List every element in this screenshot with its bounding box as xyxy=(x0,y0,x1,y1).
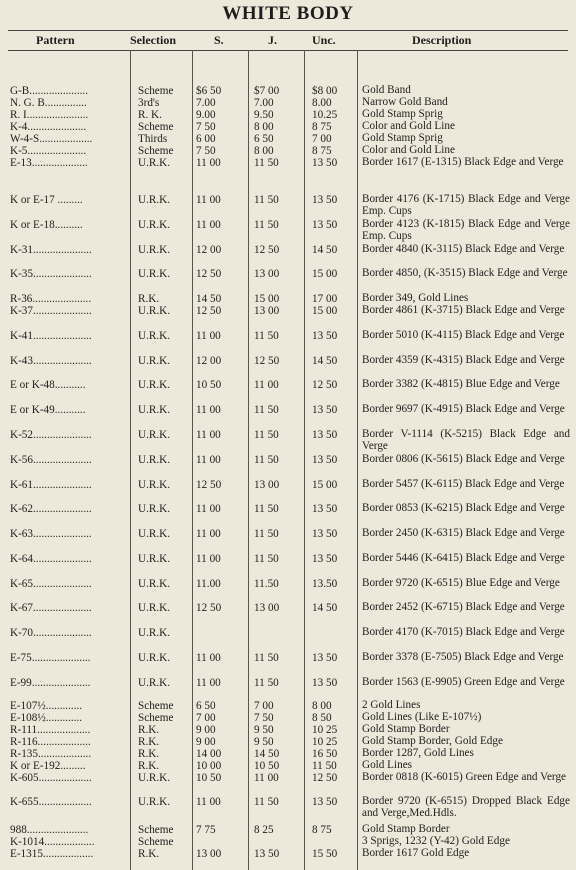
row-price-unc: 13 50 xyxy=(312,796,338,808)
row-pattern: R-116................... xyxy=(10,737,91,748)
row-description: 2 Gold Lines xyxy=(362,699,421,711)
row-selection: U.R.K. xyxy=(138,652,171,664)
row-pattern: K-35..................... xyxy=(10,269,92,280)
row-description: Gold Stamp Border xyxy=(362,723,450,735)
page-title: WHITE BODY xyxy=(222,3,354,24)
row-selection: Scheme xyxy=(138,712,174,724)
row-pattern: K-64..................... xyxy=(10,554,92,565)
row-price-j: 11 50 xyxy=(254,652,279,664)
row-selection: U.R.K. xyxy=(138,379,171,391)
header-bottom-rule xyxy=(8,50,568,51)
row-description: Border 4176 (K-1715) Black Edge and Verge Emp. Cups xyxy=(362,193,570,217)
row-price-unc: 13 50 xyxy=(312,652,338,664)
row-description: Gold Stamp Sprig xyxy=(362,108,443,120)
column-divider xyxy=(304,50,305,870)
row-price-j: 13 50 xyxy=(254,848,280,860)
row-price-unc: 10 25 xyxy=(312,736,338,748)
row-selection: Scheme xyxy=(138,700,174,712)
row-price-j: 11 50 xyxy=(254,429,279,441)
row-description: Gold Band xyxy=(362,84,411,96)
row-price-unc: 12 50 xyxy=(312,772,338,784)
row-price-j: 11 50 xyxy=(254,404,279,416)
row-price-s: 9.00 xyxy=(196,109,216,121)
row-pattern: K-605................... xyxy=(10,773,92,784)
row-description: Border 9720 (K-6515) Dropped Black Edge and Verge,Med.Hdls. xyxy=(362,795,570,819)
row-price-s: 14 00 xyxy=(196,748,222,760)
row-selection: R.K. xyxy=(138,748,160,760)
row-description: Border 1617 (E-1315) Black Edge and Verge xyxy=(362,156,564,168)
header-s: S. xyxy=(214,33,224,47)
row-selection: U.R.K. xyxy=(138,796,171,808)
row-selection: U.R.K. xyxy=(138,429,171,441)
row-pattern: K-63..................... xyxy=(10,529,92,540)
row-price-unc: 13 50 xyxy=(312,429,338,441)
row-selection: Scheme xyxy=(138,824,174,836)
row-price-s: 12 50 xyxy=(196,268,222,280)
row-description: Border 4359 (K-4315) Black Edge and Verge xyxy=(362,354,565,366)
row-price-j: 11 50 xyxy=(254,677,279,689)
row-description: Border 1287, Gold Lines xyxy=(362,747,474,759)
row-description: Gold Stamp Border xyxy=(362,823,450,835)
row-selection: U.R.K. xyxy=(138,454,171,466)
row-description: Border 3382 (K-4815) Blue Edge and Verge xyxy=(362,378,560,390)
row-description: Border 5010 (K-4115) Black Edge and Verge xyxy=(362,329,565,341)
row-pattern: E-75..................... xyxy=(10,653,91,664)
row-price-unc: 13 50 xyxy=(312,553,338,565)
row-price-unc: 13.50 xyxy=(312,578,338,590)
row-pattern: R-135................... xyxy=(10,749,92,760)
row-price-s: 11.00 xyxy=(196,578,221,590)
row-price-unc: 14 50 xyxy=(312,602,338,614)
row-price-s: 11 00 xyxy=(196,553,221,565)
row-selection: Scheme xyxy=(138,85,174,97)
row-price-s: 11 00 xyxy=(196,219,221,231)
row-selection: U.R.K. xyxy=(138,503,171,515)
row-price-unc: 12 50 xyxy=(312,379,338,391)
row-price-s: 12 50 xyxy=(196,602,222,614)
row-price-unc: 10 25 xyxy=(312,724,338,736)
row-pattern: K-67..................... xyxy=(10,603,92,614)
row-price-unc: 10.25 xyxy=(312,109,338,121)
row-selection: Scheme xyxy=(138,836,174,848)
row-price-s: 11 00 xyxy=(196,404,221,416)
row-pattern: 988...................... xyxy=(10,825,89,836)
row-selection: 3rd's xyxy=(138,97,160,109)
row-price-j: 8 00 xyxy=(254,145,274,157)
row-pattern: K or E-192......... xyxy=(10,761,86,772)
header-description: Description xyxy=(412,33,472,47)
row-pattern: K-655................... xyxy=(10,797,92,808)
row-price-unc: 16 50 xyxy=(312,748,338,760)
row-price-unc: $8 00 xyxy=(312,85,338,97)
header-j: J. xyxy=(268,33,277,47)
row-price-s: 7.00 xyxy=(196,97,216,109)
row-price-s: 7 00 xyxy=(196,712,216,724)
row-price-unc: 13 50 xyxy=(312,528,338,540)
row-price-unc: 15 00 xyxy=(312,305,338,317)
row-selection: R.K. xyxy=(138,848,160,860)
row-selection: U.R.K. xyxy=(138,677,171,689)
row-price-unc: 15 50 xyxy=(312,848,338,860)
column-divider xyxy=(130,50,131,870)
row-price-j: 14 50 xyxy=(254,748,280,760)
row-price-j: 11 00 xyxy=(254,772,279,784)
row-price-unc: 8.00 xyxy=(312,97,332,109)
row-pattern: E-107½............. xyxy=(10,701,83,712)
row-price-s: 11 00 xyxy=(196,194,221,206)
row-price-s: 6 50 xyxy=(196,700,216,712)
row-pattern: K-70..................... xyxy=(10,628,92,639)
row-price-j: 11 50 xyxy=(254,454,279,466)
row-selection: U.R.K. xyxy=(138,627,171,639)
row-price-j: 11 50 xyxy=(254,553,279,565)
row-selection: U.R.K. xyxy=(138,330,171,342)
row-pattern: K-1014.................. xyxy=(10,837,95,848)
row-price-j: 8 00 xyxy=(254,121,274,133)
row-price-j: 7.00 xyxy=(254,97,274,109)
row-pattern: K-61..................... xyxy=(10,480,92,491)
row-price-s: 11 00 xyxy=(196,429,221,441)
row-price-s: 9 00 xyxy=(196,724,216,736)
row-description: Gold Lines xyxy=(362,759,413,771)
row-price-unc: 8 00 xyxy=(312,700,332,712)
row-selection: U.R.K. xyxy=(138,602,171,614)
row-description: Border 3378 (E-7505) Black Edge and Verge xyxy=(362,651,564,663)
row-price-j: 12 50 xyxy=(254,355,280,367)
row-selection: Thirds xyxy=(138,133,168,145)
row-price-s: 13 00 xyxy=(196,848,222,860)
row-description: Border 9697 (K-4915) Black Edge and Verge xyxy=(362,403,565,415)
row-price-j: 11.50 xyxy=(254,578,279,590)
row-selection: U.R.K. xyxy=(138,157,171,169)
row-description: Color and Gold Line xyxy=(362,144,455,156)
row-price-j: 7 00 xyxy=(254,700,274,712)
header-selection: Selection xyxy=(130,33,176,47)
row-price-unc: 17 00 xyxy=(312,293,338,305)
row-price-unc: 13 50 xyxy=(312,157,338,169)
row-price-j: 9.50 xyxy=(254,109,274,121)
row-price-s: 14 50 xyxy=(196,293,222,305)
row-price-unc: 15 00 xyxy=(312,479,338,491)
row-pattern: K-52..................... xyxy=(10,430,92,441)
row-price-j: 6 50 xyxy=(254,133,274,145)
row-description: Border 9720 (K-6515) Blue Edge and Verge xyxy=(362,577,560,589)
row-description: Border 4170 (K-7015) Black Edge and Verge xyxy=(362,626,565,638)
row-description: Border 0806 (K-5615) Black Edge and Verge xyxy=(362,453,565,465)
column-divider xyxy=(248,50,249,870)
row-price-unc: 7 00 xyxy=(312,133,332,145)
row-description: Border 4840 (K-3115) Black Edge and Verge xyxy=(362,243,565,255)
row-price-j: 11 50 xyxy=(254,157,279,169)
row-price-j: 9 50 xyxy=(254,736,274,748)
row-price-j: $7 00 xyxy=(254,85,280,97)
row-selection: Scheme xyxy=(138,145,174,157)
row-pattern: R-111................... xyxy=(10,725,91,736)
row-price-j: 11 50 xyxy=(254,796,279,808)
row-price-unc: 13 50 xyxy=(312,454,338,466)
row-description: Border 4861 (K-3715) Black Edge and Verge xyxy=(362,304,565,316)
row-pattern: E-108½............. xyxy=(10,713,83,724)
row-description: Border 4123 (K-1815) Black Edge and Verge Emp. Cups xyxy=(362,218,570,242)
row-price-unc: 13 50 xyxy=(312,677,338,689)
row-description: Border 2452 (K-6715) Black Edge and Verge xyxy=(362,601,565,613)
row-pattern: R-36..................... xyxy=(10,294,92,305)
row-price-s: $6 50 xyxy=(196,85,222,97)
row-description: Border 5457 (K-6115) Black Edge and Verge xyxy=(362,478,565,490)
row-price-s: 7 75 xyxy=(196,824,216,836)
row-price-j: 7 50 xyxy=(254,712,274,724)
row-description: Gold Stamp Sprig xyxy=(362,132,443,144)
row-price-unc: 13 50 xyxy=(312,330,338,342)
column-divider xyxy=(357,50,358,870)
row-price-s: 11 00 xyxy=(196,528,221,540)
row-description: Border 1563 (E-9905) Green Edge and Verge xyxy=(362,676,565,688)
row-pattern: R. I...................... xyxy=(10,110,89,121)
row-pattern: N. G. B............... xyxy=(10,98,87,109)
row-description: Gold Stamp Border, Gold Edge xyxy=(362,735,503,747)
row-price-j: 15 00 xyxy=(254,293,280,305)
row-price-unc: 13 50 xyxy=(312,404,338,416)
row-price-j: 11 50 xyxy=(254,503,279,515)
row-selection: U.R.K. xyxy=(138,305,171,317)
row-price-s: 11 00 xyxy=(196,454,221,466)
row-price-j: 11 50 xyxy=(254,194,279,206)
row-pattern: K or E-18.......... xyxy=(10,220,83,231)
row-pattern: K-37..................... xyxy=(10,306,92,317)
row-description: Narrow Gold Band xyxy=(362,96,448,108)
row-selection: R.K. xyxy=(138,293,160,305)
row-price-unc: 14 50 xyxy=(312,355,338,367)
row-price-unc: 15 00 xyxy=(312,268,338,280)
row-price-s: 7 50 xyxy=(196,121,216,133)
row-description: Border 0818 (K-6015) Green Edge and Verge xyxy=(362,771,567,783)
row-pattern: K-62..................... xyxy=(10,504,92,515)
row-price-unc: 8 50 xyxy=(312,712,332,724)
row-price-j: 11 50 xyxy=(254,528,279,540)
row-price-j: 12 50 xyxy=(254,244,280,256)
row-pattern: K-65..................... xyxy=(10,579,92,590)
row-pattern: E or K-49........... xyxy=(10,405,86,416)
row-pattern: E-13.................... xyxy=(10,158,88,169)
row-price-s: 12 00 xyxy=(196,355,222,367)
row-pattern: E or K-48........... xyxy=(10,380,86,391)
row-description: Border 2450 (K-6315) Black Edge and Verge xyxy=(362,527,565,539)
row-description: Gold Lines (Like E-107½) xyxy=(362,711,482,723)
row-price-unc: 13 50 xyxy=(312,503,338,515)
row-price-unc: 13 50 xyxy=(312,194,338,206)
row-price-s: 11 00 xyxy=(196,330,221,342)
row-price-j: 11 50 xyxy=(254,330,279,342)
row-price-unc: 8 75 xyxy=(312,824,332,836)
row-price-s: 6 00 xyxy=(196,133,216,145)
row-description: Border 0853 (K-6215) Black Edge and Verge xyxy=(362,502,565,514)
row-selection: U.R.K. xyxy=(138,244,171,256)
row-price-j: 13 00 xyxy=(254,602,280,614)
row-price-s: 11 00 xyxy=(196,677,221,689)
row-price-j: 9 50 xyxy=(254,724,274,736)
row-price-s: 12 50 xyxy=(196,305,222,317)
row-pattern: E-99..................... xyxy=(10,678,91,689)
row-selection: R.K. xyxy=(138,736,160,748)
row-price-s: 11 00 xyxy=(196,157,221,169)
row-price-unc: 8 75 xyxy=(312,121,332,133)
row-price-j: 13 00 xyxy=(254,268,280,280)
row-selection: U.R.K. xyxy=(138,528,171,540)
row-pattern: G-B..................... xyxy=(10,86,89,97)
row-selection: U.R.K. xyxy=(138,479,171,491)
row-price-unc: 8 75 xyxy=(312,145,332,157)
row-price-s: 10 50 xyxy=(196,772,222,784)
row-selection: Scheme xyxy=(138,121,174,133)
row-price-s: 9 00 xyxy=(196,736,216,748)
row-price-s: 10 50 xyxy=(196,379,222,391)
row-pattern: W-4-S................... xyxy=(10,134,93,145)
row-description: Color and Gold Line xyxy=(362,120,455,132)
row-price-j: 11 50 xyxy=(254,219,279,231)
row-selection: U.R.K. xyxy=(138,578,171,590)
row-price-j: 13 00 xyxy=(254,305,280,317)
row-pattern: K-4..................... xyxy=(10,122,87,133)
row-price-unc: 11 50 xyxy=(312,760,337,772)
row-price-s: 12 50 xyxy=(196,479,222,491)
row-description: Border 5446 (K-6415) Black Edge and Verge xyxy=(362,552,565,564)
row-description: Border 1617 Gold Edge xyxy=(362,847,470,859)
row-description: Border 4850, (K-3515) Black Edge and Verge xyxy=(362,267,568,279)
row-price-s: 11 00 xyxy=(196,503,221,515)
header-pattern: Pattern xyxy=(36,33,75,47)
row-price-j: 10 50 xyxy=(254,760,280,772)
row-selection: U.R.K. xyxy=(138,268,171,280)
row-price-s: 7 50 xyxy=(196,145,216,157)
row-pattern: E-1315.................. xyxy=(10,849,94,860)
row-price-s: 11 00 xyxy=(196,796,221,808)
row-description: Border 349, Gold Lines xyxy=(362,292,469,304)
row-selection: R.K. xyxy=(138,760,160,772)
row-pattern: K-41..................... xyxy=(10,331,92,342)
row-price-unc: 14 50 xyxy=(312,244,338,256)
row-selection: U.R.K. xyxy=(138,194,171,206)
row-pattern: K-31..................... xyxy=(10,245,92,256)
row-selection: R. K. xyxy=(138,109,162,121)
header-top-rule xyxy=(8,30,568,31)
row-price-s: 11 00 xyxy=(196,652,221,664)
row-selection: U.R.K. xyxy=(138,772,171,784)
row-selection: U.R.K. xyxy=(138,404,171,416)
row-selection: U.R.K. xyxy=(138,355,171,367)
row-selection: R.K. xyxy=(138,724,160,736)
row-pattern: K or E-17 ......... xyxy=(10,195,83,206)
row-description: 3 Sprigs, 1232 (Y-42) Gold Edge xyxy=(362,835,510,847)
row-selection: U.R.K. xyxy=(138,553,171,565)
row-pattern: K-5..................... xyxy=(10,146,87,157)
header-unc: Unc. xyxy=(312,33,336,47)
row-price-j: 8 25 xyxy=(254,824,274,836)
row-price-unc: 13 50 xyxy=(312,219,338,231)
row-description: Border V-1114 (K-5215) Black Edge and Verge xyxy=(362,428,570,452)
column-divider xyxy=(192,50,193,870)
row-price-s: 12 00 xyxy=(196,244,222,256)
row-pattern: K-43..................... xyxy=(10,356,92,367)
row-price-j: 13 00 xyxy=(254,479,280,491)
row-price-s: 10 00 xyxy=(196,760,222,772)
row-selection: U.R.K. xyxy=(138,219,171,231)
row-price-j: 11 00 xyxy=(254,379,279,391)
row-pattern: K-56..................... xyxy=(10,455,92,466)
